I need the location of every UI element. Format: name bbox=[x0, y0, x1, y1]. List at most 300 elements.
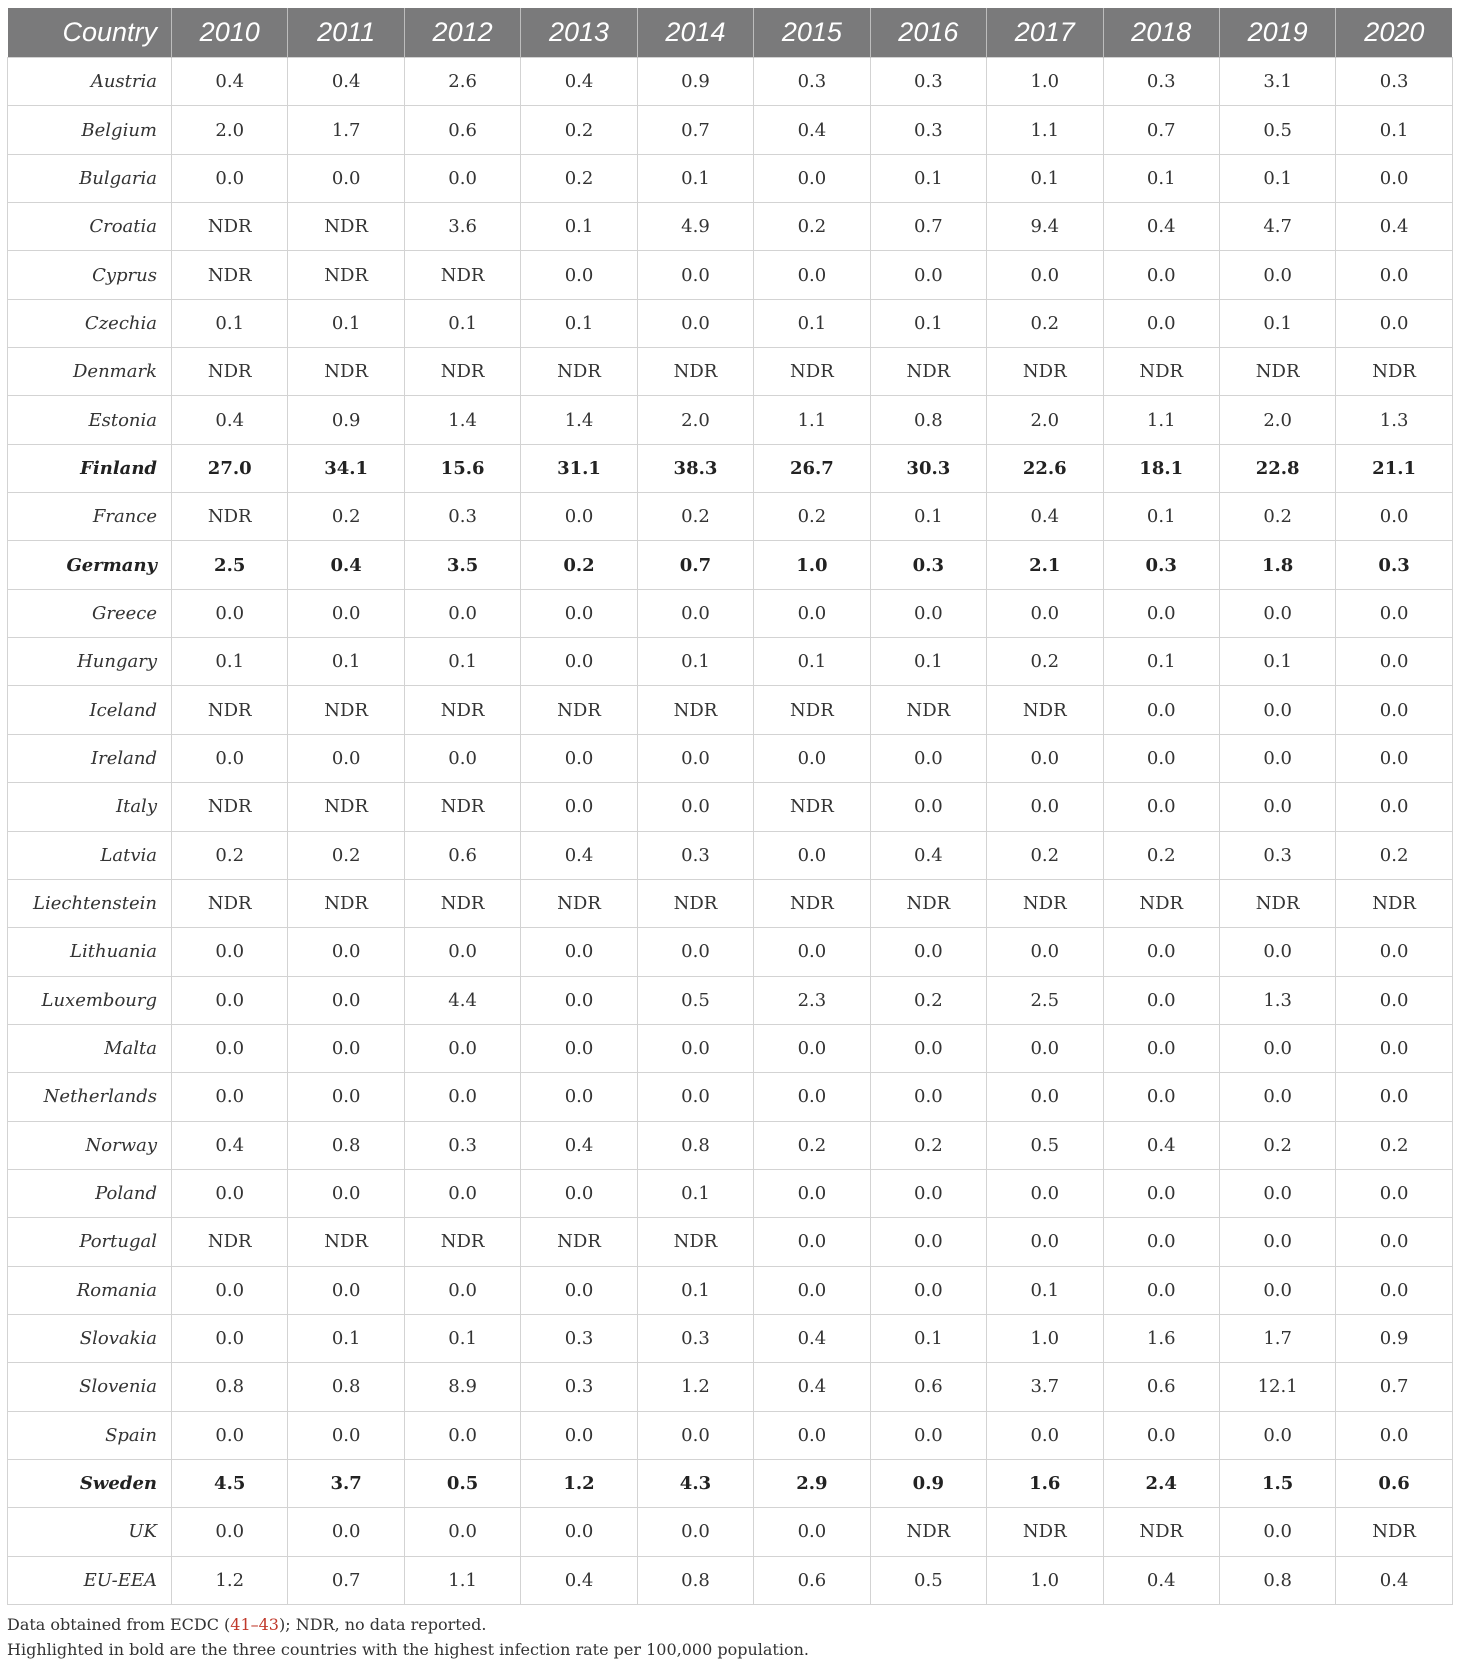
value-cell: 0.0 bbox=[521, 493, 637, 541]
value-cell: 22.8 bbox=[1219, 444, 1335, 492]
value-cell: 4.7 bbox=[1219, 203, 1335, 251]
value-cell: 1.1 bbox=[754, 396, 870, 444]
value-cell: 0.7 bbox=[1336, 1363, 1452, 1411]
table-footnotes bbox=[7, 1612, 1452, 1662]
value-cell: 0.0 bbox=[288, 1266, 404, 1314]
value-cell: 0.3 bbox=[521, 1363, 637, 1411]
value-cell: 0.0 bbox=[521, 928, 637, 976]
value-cell: 0.0 bbox=[1219, 1411, 1335, 1459]
value-cell: 0.4 bbox=[288, 58, 404, 106]
value-cell: NDR bbox=[987, 879, 1103, 927]
table-row bbox=[8, 1411, 1453, 1459]
value-cell: NDR bbox=[404, 686, 520, 734]
value-cell: 2.0 bbox=[172, 106, 288, 154]
footnote-highlight-note: Highlighted in bold are the three countries with the highest infection rate per 100,000 population. bbox=[7, 1640, 809, 1659]
country-cell: Iceland bbox=[8, 686, 172, 734]
value-cell: 0.8 bbox=[172, 1363, 288, 1411]
table-row bbox=[8, 493, 1453, 541]
value-cell: NDR bbox=[172, 879, 288, 927]
value-cell: 0.2 bbox=[521, 106, 637, 154]
value-cell: 0.0 bbox=[1103, 589, 1219, 637]
table-row bbox=[8, 976, 1453, 1024]
value-cell: 0.0 bbox=[172, 1314, 288, 1362]
table-row bbox=[8, 783, 1453, 831]
value-cell: NDR bbox=[404, 348, 520, 396]
value-cell: NDR bbox=[172, 251, 288, 299]
value-cell: 0.0 bbox=[754, 1508, 870, 1556]
value-cell: 0.9 bbox=[1336, 1314, 1452, 1362]
value-cell: 2.0 bbox=[1219, 396, 1335, 444]
value-cell: 0.0 bbox=[1103, 976, 1219, 1024]
value-cell: 0.1 bbox=[1103, 154, 1219, 202]
value-cell: 0.0 bbox=[404, 1073, 520, 1121]
value-cell: 0.0 bbox=[637, 783, 753, 831]
value-cell: 0.6 bbox=[404, 106, 520, 154]
value-cell: 0.7 bbox=[637, 106, 753, 154]
country-cell: Cyprus bbox=[8, 251, 172, 299]
value-cell: 1.1 bbox=[404, 1556, 520, 1604]
value-cell: 0.0 bbox=[754, 831, 870, 879]
table-body bbox=[8, 58, 1453, 1605]
column-header-year: 2020 bbox=[1336, 8, 1452, 58]
value-cell: 0.0 bbox=[1103, 1073, 1219, 1121]
value-cell: 0.0 bbox=[521, 783, 637, 831]
value-cell: 0.4 bbox=[172, 1121, 288, 1169]
country-cell: Poland bbox=[8, 1169, 172, 1217]
value-cell: 0.0 bbox=[288, 1411, 404, 1459]
value-cell: 2.5 bbox=[172, 541, 288, 589]
value-cell: 0.1 bbox=[1219, 299, 1335, 347]
value-cell: 0.2 bbox=[1336, 1121, 1452, 1169]
country-cell: Denmark bbox=[8, 348, 172, 396]
value-cell: 1.0 bbox=[987, 1556, 1103, 1604]
value-cell: 0.0 bbox=[637, 299, 753, 347]
table-row bbox=[8, 444, 1453, 492]
value-cell: 0.8 bbox=[288, 1363, 404, 1411]
value-cell: 0.4 bbox=[754, 106, 870, 154]
value-cell: 0.4 bbox=[521, 1121, 637, 1169]
value-cell: 4.5 bbox=[172, 1459, 288, 1507]
value-cell: 0.2 bbox=[521, 154, 637, 202]
value-cell: 0.0 bbox=[870, 1024, 986, 1072]
value-cell: 0.9 bbox=[637, 58, 753, 106]
value-cell: 0.3 bbox=[1103, 541, 1219, 589]
value-cell: NDR bbox=[754, 348, 870, 396]
value-cell: 4.3 bbox=[637, 1459, 753, 1507]
value-cell: NDR bbox=[288, 686, 404, 734]
value-cell: 0.0 bbox=[754, 1169, 870, 1217]
value-cell: NDR bbox=[521, 348, 637, 396]
value-cell: NDR bbox=[404, 879, 520, 927]
value-cell: NDR bbox=[637, 686, 753, 734]
value-cell: 0.3 bbox=[870, 106, 986, 154]
value-cell: 0.0 bbox=[1219, 928, 1335, 976]
value-cell: 0.0 bbox=[404, 928, 520, 976]
value-cell: NDR bbox=[404, 251, 520, 299]
value-cell: 0.0 bbox=[1336, 1218, 1452, 1266]
value-cell: 0.1 bbox=[288, 638, 404, 686]
value-cell: 0.0 bbox=[172, 1024, 288, 1072]
value-cell: 3.5 bbox=[404, 541, 520, 589]
table-header-row bbox=[8, 8, 1453, 58]
value-cell: 0.2 bbox=[288, 493, 404, 541]
value-cell: 27.0 bbox=[172, 444, 288, 492]
value-cell: 0.4 bbox=[1336, 203, 1452, 251]
value-cell: NDR bbox=[987, 686, 1103, 734]
value-cell: 0.0 bbox=[1336, 299, 1452, 347]
value-cell: NDR bbox=[754, 686, 870, 734]
table-row bbox=[8, 299, 1453, 347]
table-row bbox=[8, 348, 1453, 396]
value-cell: 2.0 bbox=[987, 396, 1103, 444]
value-cell: 0.0 bbox=[288, 1024, 404, 1072]
value-cell: 1.4 bbox=[521, 396, 637, 444]
table-row bbox=[8, 1556, 1453, 1604]
country-cell: EU-EEA bbox=[8, 1556, 172, 1604]
value-cell: 0.0 bbox=[870, 783, 986, 831]
value-cell: 0.0 bbox=[637, 928, 753, 976]
value-cell: 0.0 bbox=[1103, 1218, 1219, 1266]
value-cell: 0.6 bbox=[404, 831, 520, 879]
value-cell: 0.2 bbox=[288, 831, 404, 879]
value-cell: NDR bbox=[754, 879, 870, 927]
table-row bbox=[8, 396, 1453, 444]
value-cell: 0.4 bbox=[521, 58, 637, 106]
country-cell: Croatia bbox=[8, 203, 172, 251]
value-cell: 2.1 bbox=[987, 541, 1103, 589]
value-cell: 15.6 bbox=[404, 444, 520, 492]
value-cell: 0.7 bbox=[637, 541, 753, 589]
value-cell: 3.1 bbox=[1219, 58, 1335, 106]
value-cell: 0.0 bbox=[987, 1073, 1103, 1121]
value-cell: NDR bbox=[404, 783, 520, 831]
value-cell: 0.0 bbox=[1336, 1024, 1452, 1072]
value-cell: 0.0 bbox=[1336, 589, 1452, 637]
value-cell: NDR bbox=[637, 1218, 753, 1266]
value-cell: 0.0 bbox=[1219, 1266, 1335, 1314]
value-cell: 0.1 bbox=[987, 154, 1103, 202]
value-cell: 0.0 bbox=[172, 1266, 288, 1314]
table-row bbox=[8, 1218, 1453, 1266]
value-cell: 0.0 bbox=[1103, 251, 1219, 299]
country-cell: Czechia bbox=[8, 299, 172, 347]
value-cell: 2.4 bbox=[1103, 1459, 1219, 1507]
table-row bbox=[8, 1121, 1453, 1169]
value-cell: 0.6 bbox=[754, 1556, 870, 1604]
value-cell: 3.7 bbox=[987, 1363, 1103, 1411]
value-cell: 1.7 bbox=[288, 106, 404, 154]
country-cell: UK bbox=[8, 1508, 172, 1556]
value-cell: 0.1 bbox=[754, 638, 870, 686]
country-cell: Italy bbox=[8, 783, 172, 831]
table-row bbox=[8, 203, 1453, 251]
value-cell: NDR bbox=[870, 1508, 986, 1556]
value-cell: 0.0 bbox=[1219, 1508, 1335, 1556]
value-cell: 0.5 bbox=[1219, 106, 1335, 154]
table-row bbox=[8, 831, 1453, 879]
country-cell: Lithuania bbox=[8, 928, 172, 976]
value-cell: 1.1 bbox=[987, 106, 1103, 154]
value-cell: 0.0 bbox=[870, 1411, 986, 1459]
value-cell: 0.1 bbox=[637, 154, 753, 202]
value-cell: 0.0 bbox=[172, 589, 288, 637]
value-cell: 18.1 bbox=[1103, 444, 1219, 492]
value-cell: 0.0 bbox=[404, 1266, 520, 1314]
value-cell: 0.3 bbox=[754, 58, 870, 106]
value-cell: NDR bbox=[987, 348, 1103, 396]
value-cell: 0.0 bbox=[521, 638, 637, 686]
value-cell: 0.3 bbox=[1336, 541, 1452, 589]
value-cell: 0.2 bbox=[1219, 493, 1335, 541]
table-row bbox=[8, 1508, 1453, 1556]
value-cell: 0.4 bbox=[754, 1363, 870, 1411]
value-cell: 0.9 bbox=[288, 396, 404, 444]
column-header-year: 2011 bbox=[288, 8, 404, 58]
value-cell: 0.0 bbox=[172, 1508, 288, 1556]
value-cell: 0.0 bbox=[754, 154, 870, 202]
value-cell: 0.0 bbox=[404, 154, 520, 202]
value-cell: 3.6 bbox=[404, 203, 520, 251]
value-cell: NDR bbox=[404, 1218, 520, 1266]
value-cell: 0.0 bbox=[1219, 1073, 1335, 1121]
column-header-year: 2016 bbox=[870, 8, 986, 58]
value-cell: 0.7 bbox=[1103, 106, 1219, 154]
value-cell: 0.0 bbox=[1336, 154, 1452, 202]
country-cell: Slovenia bbox=[8, 1363, 172, 1411]
value-cell: 0.2 bbox=[987, 299, 1103, 347]
value-cell: 0.0 bbox=[521, 589, 637, 637]
value-cell: 2.6 bbox=[404, 58, 520, 106]
value-cell: 0.0 bbox=[1336, 1411, 1452, 1459]
value-cell: 0.0 bbox=[1336, 1169, 1452, 1217]
table-row bbox=[8, 1459, 1453, 1507]
value-cell: 0.0 bbox=[288, 1508, 404, 1556]
value-cell: NDR bbox=[288, 783, 404, 831]
value-cell: 1.7 bbox=[1219, 1314, 1335, 1362]
value-cell: 0.2 bbox=[754, 1121, 870, 1169]
table-row bbox=[8, 1073, 1453, 1121]
value-cell: 0.0 bbox=[404, 1169, 520, 1217]
value-cell: 0.0 bbox=[1103, 686, 1219, 734]
country-cell: France bbox=[8, 493, 172, 541]
country-cell: Liechtenstein bbox=[8, 879, 172, 927]
value-cell: NDR bbox=[637, 348, 753, 396]
value-cell: 0.3 bbox=[637, 1314, 753, 1362]
value-cell: 0.0 bbox=[754, 251, 870, 299]
value-cell: 0.0 bbox=[288, 1169, 404, 1217]
value-cell: NDR bbox=[172, 1218, 288, 1266]
value-cell: 0.2 bbox=[987, 831, 1103, 879]
value-cell: 2.5 bbox=[987, 976, 1103, 1024]
value-cell: 0.0 bbox=[521, 1266, 637, 1314]
value-cell: 0.1 bbox=[1219, 154, 1335, 202]
value-cell: 0.5 bbox=[987, 1121, 1103, 1169]
value-cell: 0.3 bbox=[521, 1314, 637, 1362]
value-cell: 0.0 bbox=[754, 734, 870, 782]
value-cell: 0.0 bbox=[1103, 1266, 1219, 1314]
value-cell: 0.1 bbox=[288, 1314, 404, 1362]
value-cell: 0.0 bbox=[637, 1411, 753, 1459]
value-cell: 0.0 bbox=[987, 1024, 1103, 1072]
value-cell: 0.4 bbox=[172, 58, 288, 106]
value-cell: NDR bbox=[172, 493, 288, 541]
value-cell: 0.2 bbox=[870, 976, 986, 1024]
country-cell: Luxembourg bbox=[8, 976, 172, 1024]
country-cell: Portugal bbox=[8, 1218, 172, 1266]
value-cell: NDR bbox=[637, 879, 753, 927]
value-cell: 0.0 bbox=[637, 589, 753, 637]
value-cell: 0.2 bbox=[754, 203, 870, 251]
value-cell: 34.1 bbox=[288, 444, 404, 492]
value-cell: 0.0 bbox=[1219, 251, 1335, 299]
country-cell: Romania bbox=[8, 1266, 172, 1314]
value-cell: NDR bbox=[521, 686, 637, 734]
value-cell: 0.1 bbox=[870, 638, 986, 686]
value-cell: 0.0 bbox=[1336, 783, 1452, 831]
value-cell: NDR bbox=[521, 879, 637, 927]
value-cell: 0.0 bbox=[1336, 1266, 1452, 1314]
value-cell: 0.1 bbox=[637, 1266, 753, 1314]
value-cell: 0.5 bbox=[870, 1556, 986, 1604]
value-cell: 0.0 bbox=[637, 251, 753, 299]
value-cell: 0.3 bbox=[870, 541, 986, 589]
value-cell: 0.0 bbox=[1103, 734, 1219, 782]
value-cell: 0.0 bbox=[870, 928, 986, 976]
value-cell: 0.4 bbox=[521, 1556, 637, 1604]
value-cell: NDR bbox=[987, 1508, 1103, 1556]
value-cell: 21.1 bbox=[1336, 444, 1452, 492]
value-cell: 0.0 bbox=[1103, 1024, 1219, 1072]
value-cell: 0.4 bbox=[1103, 1556, 1219, 1604]
value-cell: 0.0 bbox=[1219, 734, 1335, 782]
value-cell: 0.0 bbox=[1336, 638, 1452, 686]
value-cell: 1.2 bbox=[521, 1459, 637, 1507]
value-cell: 0.0 bbox=[987, 928, 1103, 976]
value-cell: NDR bbox=[172, 203, 288, 251]
value-cell: NDR bbox=[288, 203, 404, 251]
value-cell: 0.0 bbox=[288, 976, 404, 1024]
table-row bbox=[8, 1024, 1453, 1072]
footnote-source: Data obtained from ECDC (41–43); NDR, no data reported. bbox=[7, 1615, 487, 1634]
value-cell: 0.3 bbox=[1103, 58, 1219, 106]
value-cell: 0.0 bbox=[1219, 686, 1335, 734]
value-cell: 0.1 bbox=[870, 154, 986, 202]
value-cell: 0.0 bbox=[1219, 1024, 1335, 1072]
value-cell: 0.1 bbox=[172, 638, 288, 686]
value-cell: 0.2 bbox=[172, 831, 288, 879]
country-cell: Slovakia bbox=[8, 1314, 172, 1362]
table-row bbox=[8, 686, 1453, 734]
value-cell: 0.0 bbox=[404, 589, 520, 637]
value-cell: 0.0 bbox=[987, 1169, 1103, 1217]
value-cell: 0.0 bbox=[172, 928, 288, 976]
reference-link[interactable]: 41–43 bbox=[230, 1615, 279, 1634]
value-cell: NDR bbox=[288, 1218, 404, 1266]
value-cell: 0.4 bbox=[870, 831, 986, 879]
value-cell: 0.2 bbox=[987, 638, 1103, 686]
column-header-year: 2014 bbox=[637, 8, 753, 58]
value-cell: 0.0 bbox=[754, 1024, 870, 1072]
value-cell: 0.3 bbox=[404, 1121, 520, 1169]
value-cell: NDR bbox=[1336, 879, 1452, 927]
value-cell: 26.7 bbox=[754, 444, 870, 492]
value-cell: 0.0 bbox=[987, 589, 1103, 637]
table-row bbox=[8, 58, 1453, 106]
value-cell: 0.0 bbox=[404, 1508, 520, 1556]
value-cell: 0.3 bbox=[1336, 58, 1452, 106]
value-cell: 0.0 bbox=[172, 1411, 288, 1459]
value-cell: 0.0 bbox=[1103, 928, 1219, 976]
country-cell: Greece bbox=[8, 589, 172, 637]
value-cell: 1.3 bbox=[1336, 396, 1452, 444]
value-cell: 0.1 bbox=[288, 299, 404, 347]
country-cell: Latvia bbox=[8, 831, 172, 879]
value-cell: 0.4 bbox=[1103, 1121, 1219, 1169]
value-cell: 0.8 bbox=[637, 1556, 753, 1604]
value-cell: 2.9 bbox=[754, 1459, 870, 1507]
value-cell: 0.0 bbox=[754, 1073, 870, 1121]
value-cell: 0.0 bbox=[288, 154, 404, 202]
value-cell: 0.8 bbox=[288, 1121, 404, 1169]
value-cell: 0.1 bbox=[870, 493, 986, 541]
value-cell: 0.0 bbox=[754, 589, 870, 637]
value-cell: 0.5 bbox=[637, 976, 753, 1024]
country-cell: Hungary bbox=[8, 638, 172, 686]
column-header-year: 2012 bbox=[404, 8, 520, 58]
table-row bbox=[8, 734, 1453, 782]
value-cell: 2.3 bbox=[754, 976, 870, 1024]
value-cell: 22.6 bbox=[987, 444, 1103, 492]
value-cell: 0.0 bbox=[870, 251, 986, 299]
value-cell: 0.0 bbox=[1336, 734, 1452, 782]
value-cell: 0.4 bbox=[754, 1314, 870, 1362]
value-cell: 0.0 bbox=[987, 251, 1103, 299]
value-cell: 0.0 bbox=[1336, 1073, 1452, 1121]
value-cell: 0.0 bbox=[754, 1218, 870, 1266]
value-cell: 0.0 bbox=[521, 251, 637, 299]
value-cell: 0.0 bbox=[870, 1073, 986, 1121]
value-cell: 0.1 bbox=[521, 299, 637, 347]
value-cell: 0.4 bbox=[987, 493, 1103, 541]
value-cell: 0.1 bbox=[1219, 638, 1335, 686]
value-cell: 0.0 bbox=[404, 1024, 520, 1072]
value-cell: 1.2 bbox=[637, 1363, 753, 1411]
value-cell: 0.1 bbox=[404, 299, 520, 347]
value-cell: 0.1 bbox=[870, 1314, 986, 1362]
column-header-year: 2018 bbox=[1103, 8, 1219, 58]
table-row bbox=[8, 638, 1453, 686]
value-cell: 0.0 bbox=[637, 1073, 753, 1121]
value-cell: 1.0 bbox=[754, 541, 870, 589]
value-cell: 0.1 bbox=[404, 1314, 520, 1362]
value-cell: 0.3 bbox=[870, 58, 986, 106]
value-cell: 0.6 bbox=[1336, 1459, 1452, 1507]
value-cell: 0.0 bbox=[521, 1508, 637, 1556]
value-cell: 0.0 bbox=[637, 734, 753, 782]
value-cell: 38.3 bbox=[637, 444, 753, 492]
value-cell: 0.9 bbox=[870, 1459, 986, 1507]
value-cell: 0.0 bbox=[987, 1218, 1103, 1266]
data-table-container bbox=[7, 8, 1452, 1605]
value-cell: 0.2 bbox=[637, 493, 753, 541]
value-cell: 0.0 bbox=[1219, 783, 1335, 831]
column-header-country: Country bbox=[8, 8, 172, 58]
value-cell: 4.9 bbox=[637, 203, 753, 251]
value-cell: 0.0 bbox=[288, 589, 404, 637]
value-cell: 0.0 bbox=[870, 1218, 986, 1266]
value-cell: NDR bbox=[1103, 348, 1219, 396]
column-header-year: 2010 bbox=[172, 8, 288, 58]
